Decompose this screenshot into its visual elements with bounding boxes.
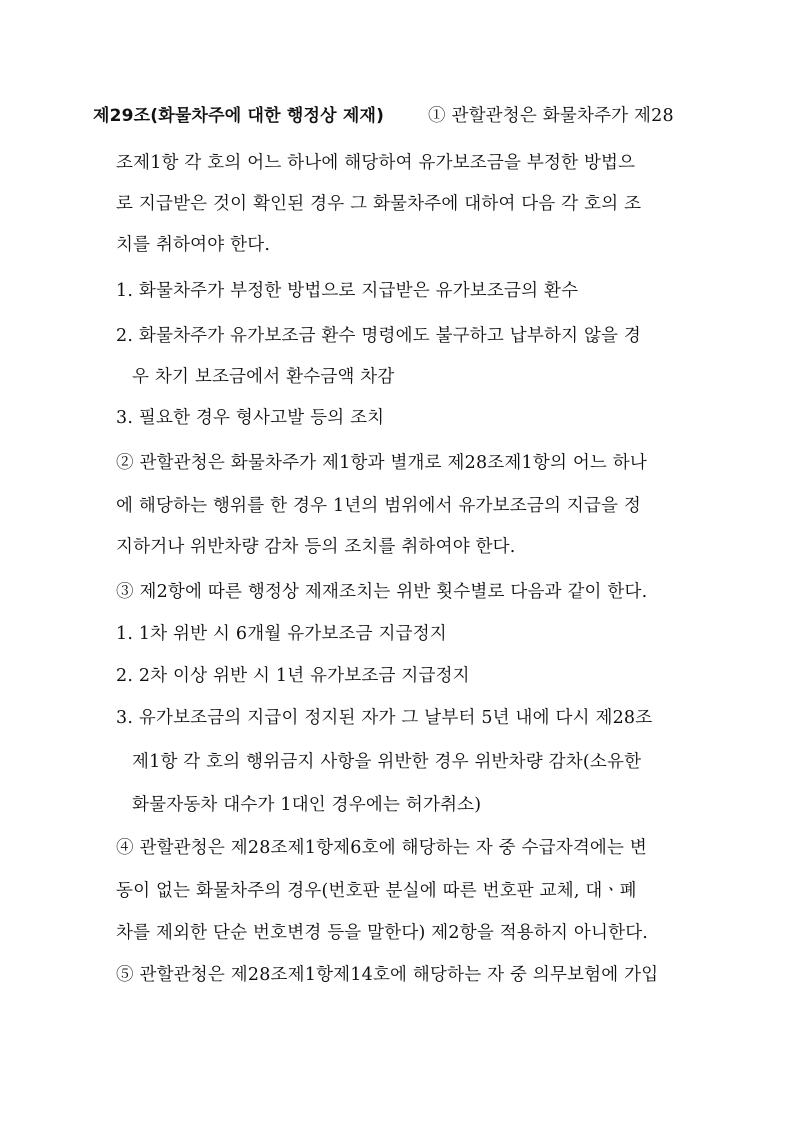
paragraph-4-line-1: ④ 관할관청은 제28조제1항제6호에 해당하는 자 중 수급자격에는 변 xyxy=(116,838,647,858)
paragraph-1-line-4: 치를 취하여야 한다. xyxy=(116,235,271,255)
item-3-3-line-1: 3. 유가보조금의 지급이 정지된 자가 그 날부터 5년 내에 다시 제28조 xyxy=(116,708,653,728)
item-3-2: 2. 2차 이상 위반 시 1년 유가보조금 지급정지 xyxy=(116,666,470,686)
paragraph-2-line-3: 지하거나 위반차량 감차 등의 조치를 취하여야 한다. xyxy=(116,537,516,557)
item-3-3-line-2: 제1항 각 호의 행위금지 사항을 위반한 경우 위반차량 감차(소유한 xyxy=(132,752,642,772)
paragraph-3: ③ 제2항에 따른 행정상 제재조치는 위반 횟수별로 다음과 같이 한다. xyxy=(116,582,648,602)
item-3-1: 1. 1차 위반 시 6개월 유가보조금 지급정지 xyxy=(116,624,447,644)
paragraph-2-line-1: ② 관할관청은 화물차주가 제1항과 별개로 제28조제1항의 어느 하나 xyxy=(116,453,647,473)
item-1-1: 1. 화물차주가 부정한 방법으로 지급받은 유가보조금의 환수 xyxy=(116,281,579,301)
paragraph-4-line-2: 동이 없는 화물차주의 경우(번호판 분실에 따른 번호판 교체, 대ㆍ폐 xyxy=(116,881,637,901)
article-title: 제29조(화물차주에 대한 행정상 제재) xyxy=(93,106,385,126)
paragraph-5-line-1: ⑤ 관할관청은 제28조제1항제14호에 해당하는 자 중 의무보험에 가입 xyxy=(116,965,659,985)
paragraph-2-line-2: 에 해당하는 행위를 한 경우 1년의 범위에서 유가보조금의 지급을 정 xyxy=(116,496,642,516)
paragraph-4-line-3: 차를 제외한 단순 번호변경 등을 말한다) 제2항을 적용하지 아니한다. xyxy=(116,923,649,943)
paragraph-1-line-3: 로 지급받은 것이 확인된 경우 그 화물차주에 대하여 다음 각 호의 조 xyxy=(116,194,642,214)
item-1-3: 3. 필요한 경우 형사고발 등의 조치 xyxy=(116,408,385,428)
paragraph-1-line-2: 조제1항 각 호의 어느 하나에 해당하여 유가보조금을 부정한 방법으 xyxy=(116,153,636,173)
paragraph-1-line-1: ① 관할관청은 화물차주가 제28 xyxy=(428,106,674,126)
item-1-2-line-2: 우 차기 보조금에서 환수금액 차감 xyxy=(132,367,395,387)
item-3-3-line-3: 화물자동차 대수가 1대인 경우에는 허가취소) xyxy=(132,795,482,815)
item-1-2-line-1: 2. 화물차주가 유가보조금 환수 명령에도 불구하고 납부하지 않을 경 xyxy=(116,326,642,346)
